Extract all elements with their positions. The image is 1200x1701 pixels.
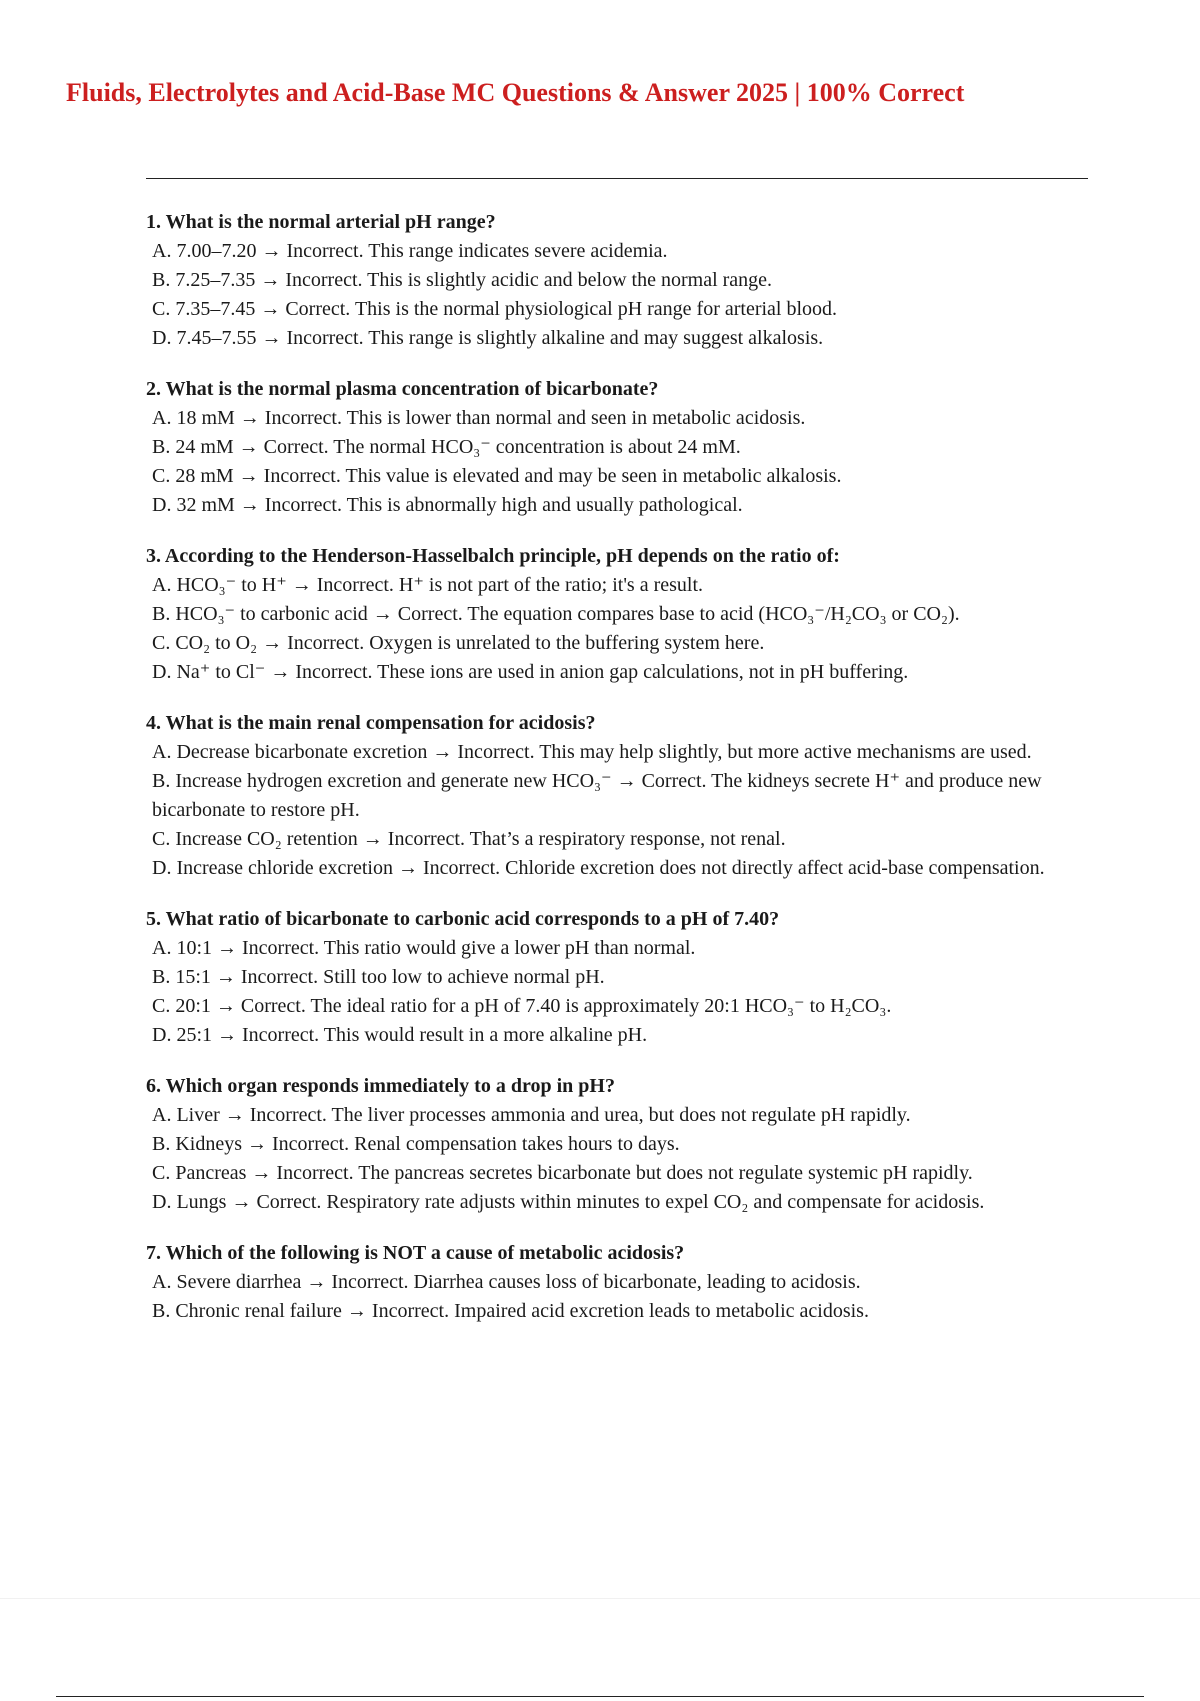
question-3 — [146, 542, 1086, 687]
page-footer — [0, 1598, 1200, 1701]
question-text: 6. Which organ responds immediately to a drop in pH? — [146, 1075, 615, 1097]
document-title: Fluids, Electrolytes and Acid-Base MC Questions & Answer 2025 | 100% Correct — [66, 78, 965, 107]
answer-option: D. Na⁺ to Cl⁻ → Incorrect. These ions are used in anion gap calculations, not in pH buffering. — [152, 661, 909, 683]
answer-option: B. Kidneys → Incorrect. Renal compensation takes hours to days. — [152, 1133, 680, 1155]
answer-option: A. Liver → Incorrect. The liver processes ammonia and urea, but does not regulate pH rapidly. — [152, 1104, 911, 1126]
question-4 — [146, 709, 1086, 883]
answer-option: B. 24 mM → Correct. The normal HCO₃⁻ concentration is about 24 mM. — [152, 436, 741, 458]
answer-option: A. 18 mM → Incorrect. This is lower than normal and seen in metabolic acidosis. — [152, 407, 806, 429]
answer-option: A. 7.00–7.20 → Incorrect. This range indicates severe acidemia. — [152, 240, 668, 262]
answer-list — [146, 404, 1086, 520]
title-divider — [146, 178, 1088, 179]
question-text: 5. What ratio of bicarbonate to carbonic acid corresponds to a pH of 7.40? — [146, 908, 780, 930]
answer-option: B. HCO₃⁻ to carbonic acid → Correct. The equation compares base to acid (HCO₃⁻/H₂CO₃ or CO₂). — [152, 603, 960, 625]
answer-option: C. 28 mM → Incorrect. This value is elevated and may be seen in metabolic alkalosis. — [152, 465, 842, 487]
question-text: 2. What is the normal plasma concentration of bicarbonate? — [146, 378, 659, 400]
question-text: 4. What is the main renal compensation for acidosis? — [146, 712, 596, 734]
answer-list — [146, 934, 1086, 1050]
question-6 — [146, 1072, 1086, 1217]
answer-list — [146, 1268, 1086, 1326]
answer-option: D. 7.45–7.55 → Incorrect. This range is slightly alkaline and may suggest alkalosis. — [152, 327, 824, 349]
answer-list — [146, 571, 1086, 687]
answer-option: A. Decrease bicarbonate excretion → Incorrect. This may help slightly, but more active mechanisms are used. — [152, 741, 1032, 763]
question-7 — [146, 1239, 1086, 1326]
answer-option: A. HCO₃⁻ to H⁺ → Incorrect. H⁺ is not part of the ratio; it's a result. — [152, 574, 704, 596]
answer-list — [146, 1101, 1086, 1217]
answer-option: B. Chronic renal failure → Incorrect. Impaired acid excretion leads to metabolic acidosis. — [152, 1300, 869, 1322]
question-text: 7. Which of the following is NOT a cause of metabolic acidosis? — [146, 1242, 685, 1264]
answer-option: A. Severe diarrhea → Incorrect. Diarrhea causes loss of bicarbonate, leading to acidosis. — [152, 1271, 861, 1293]
question-list — [146, 208, 1086, 1348]
answer-option: B. 15:1 → Incorrect. Still too low to achieve normal pH. — [152, 966, 605, 988]
answer-option: C. CO₂ to O₂ → Incorrect. Oxygen is unrelated to the buffering system here. — [152, 632, 765, 654]
answer-list — [146, 237, 1086, 353]
question-1 — [146, 208, 1086, 353]
footer-divider — [56, 1696, 1144, 1697]
answer-option: C. 7.35–7.45 → Correct. This is the normal physiological pH range for arterial blood. — [152, 298, 838, 320]
answer-option: D. 25:1 → Incorrect. This would result in a more alkaline pH. — [152, 1024, 648, 1046]
answer-option: C. Pancreas → Incorrect. The pancreas secretes bicarbonate but does not regulate systemic pH rapidly. — [152, 1162, 973, 1184]
answer-option: C. 20:1 → Correct. The ideal ratio for a pH of 7.40 is approximately 20:1 HCO₃⁻ to H₂CO₃. — [152, 995, 892, 1017]
answer-option: C. Increase CO₂ retention → Incorrect. That’s a respiratory response, not renal. — [152, 828, 786, 850]
question-text: 1. What is the normal arterial pH range? — [146, 211, 496, 233]
question-2 — [146, 375, 1086, 520]
answer-option: D. 32 mM → Incorrect. This is abnormally high and usually pathological. — [152, 494, 743, 516]
answer-option: D. Increase chloride excretion → Incorrect. Chloride excretion does not directly affect acid-base compensation. — [152, 857, 1045, 879]
answer-option: A. 10:1 → Incorrect. This ratio would give a lower pH than normal. — [152, 937, 696, 959]
question-5 — [146, 905, 1086, 1050]
answer-option: B. Increase hydrogen excretion and generate new HCO₃⁻ → Correct. The kidneys secrete H⁺ and produce new bicarbonate to restore pH. — [152, 770, 1042, 821]
answer-option: D. Lungs → Correct. Respiratory rate adjusts within minutes to expel CO₂ and compensate for acidosis. — [152, 1191, 985, 1213]
answer-list — [146, 738, 1086, 883]
question-text: 3. According to the Henderson-Hasselbalch principle, pH depends on the ratio of: — [146, 545, 840, 567]
answer-option: B. 7.25–7.35 → Incorrect. This is slightly acidic and below the normal range. — [152, 269, 773, 291]
